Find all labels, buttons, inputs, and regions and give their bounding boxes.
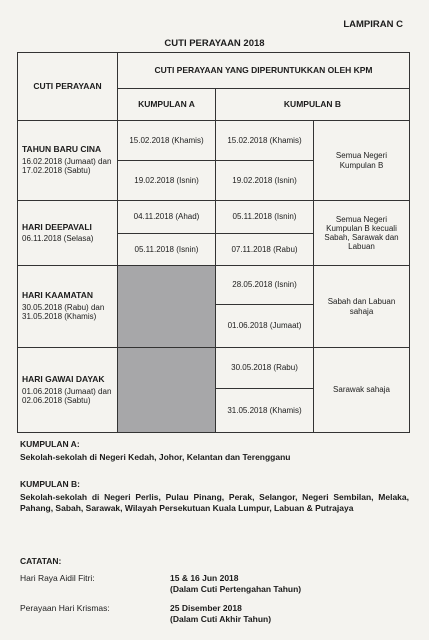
catatan-value: 15 & 16 Jun 2018: [170, 573, 239, 583]
holiday-cell: [18, 266, 118, 348]
kumpulan-a-heading: KUMPULAN A:: [20, 439, 80, 449]
catatan-value: 25 Disember 2018: [170, 603, 242, 613]
holiday-dates: 01.06.2018 (Jumaat) dan 02.06.2018 (Sabtu): [22, 386, 112, 405]
catatan-sub: (Dalam Cuti Akhir Tahun): [170, 614, 272, 625]
kumpulan-b-date: 05.11.2018 (Isnin): [216, 201, 314, 234]
holiday-name: TAHUN BARU CINA: [22, 144, 102, 155]
table-row: [18, 121, 410, 161]
kumpulan-b-date: 07.11.2018 (Rabu): [216, 234, 314, 266]
kumpulan-b-date: 01.06.2018 (Jumaat): [216, 305, 314, 348]
holiday-cell: [18, 121, 118, 201]
kumpulan-b-text: Sekolah-sekolah di Negeri Perlis, Pulau Pinang, Perak, Selangor, Negeri Sembilan, Melaka, Pahang, Sabah, Sarawak, Wilayah Persekutuan Kuala Lumpur, Labuan & Putrajaya: [20, 492, 409, 514]
header-kpm: CUTI PERAYAAN YANG DIPERUNTUKKAN OLEH KPM: [118, 53, 410, 89]
holiday-name: HARI KAAMATAN: [22, 290, 93, 301]
holiday-dates: 06.11.2018 (Selasa): [22, 234, 94, 244]
holiday-dates: 16.02.2018 (Jumaat) dan 17.02.2018 (Sabtu): [22, 157, 112, 176]
state-note: Sabah dan Labuan sahaja: [314, 266, 410, 348]
state-note: Semua Negeri Kumpulan B kecuali Sabah, Sarawak dan Labuan: [314, 201, 410, 266]
holiday-dates: 30.05.2018 (Rabu) dan 31.05.2018 (Khamis): [22, 303, 105, 322]
kumpulan-b-date: 31.05.2018 (Khamis): [216, 389, 314, 433]
lampiran-label: LAMPIRAN C: [343, 19, 403, 30]
table-row: [18, 201, 410, 234]
kumpulan-b-date: 28.05.2018 (Isnin): [216, 266, 314, 305]
kumpulan-a-date: 05.11.2018 (Isnin): [118, 234, 216, 266]
holiday-cell: [18, 201, 118, 266]
kumpulan-b-date: 30.05.2018 (Rabu): [216, 348, 314, 389]
holiday-cell: [18, 348, 118, 433]
header-kumpulan-a: KUMPULAN A: [118, 89, 216, 121]
table-row: [18, 266, 410, 305]
kumpulan-a-date: 15.02.2018 (Khamis): [118, 121, 216, 161]
kumpulan-b-date: 15.02.2018 (Khamis): [216, 121, 314, 161]
holiday-name: HARI DEEPAVALI: [22, 221, 92, 232]
header-kumpulan-b: KUMPULAN B: [216, 89, 410, 121]
kumpulan-b-section: [20, 479, 409, 515]
table-row: [18, 348, 410, 389]
header-cuti-perayaan: CUTI PERAYAAN: [18, 53, 118, 121]
catatan-sub: (Dalam Cuti Pertengahan Tahun): [170, 584, 302, 595]
catatan-label: Perayaan Hari Krismas:: [20, 603, 110, 613]
kumpulan-a-text: Sekolah-sekolah di Negeri Kedah, Johor, Kelantan dan Terengganu: [20, 452, 291, 462]
state-note: Semua Negeri Kumpulan B: [314, 121, 410, 201]
kumpulan-b-date: 19.02.2018 (Isnin): [216, 161, 314, 201]
kumpulan-b-heading: KUMPULAN B:: [20, 479, 80, 489]
holiday-table: [17, 52, 410, 433]
kumpulan-a-date: 04.11.2018 (Ahad): [118, 201, 216, 234]
catatan-label: Hari Raya Aidil Fitri:: [20, 573, 95, 583]
not-applicable-cell: [118, 266, 216, 348]
page-title: CUTI PERAYAAN 2018: [164, 38, 265, 49]
catatan-heading: CATATAN:: [20, 556, 62, 566]
holiday-name: HARI GAWAI DAYAK: [22, 373, 105, 384]
not-applicable-cell: [118, 348, 216, 433]
kumpulan-a-date: 19.02.2018 (Isnin): [118, 161, 216, 201]
state-note: Sarawak sahaja: [314, 348, 410, 433]
kumpulan-a-section: [20, 439, 409, 463]
